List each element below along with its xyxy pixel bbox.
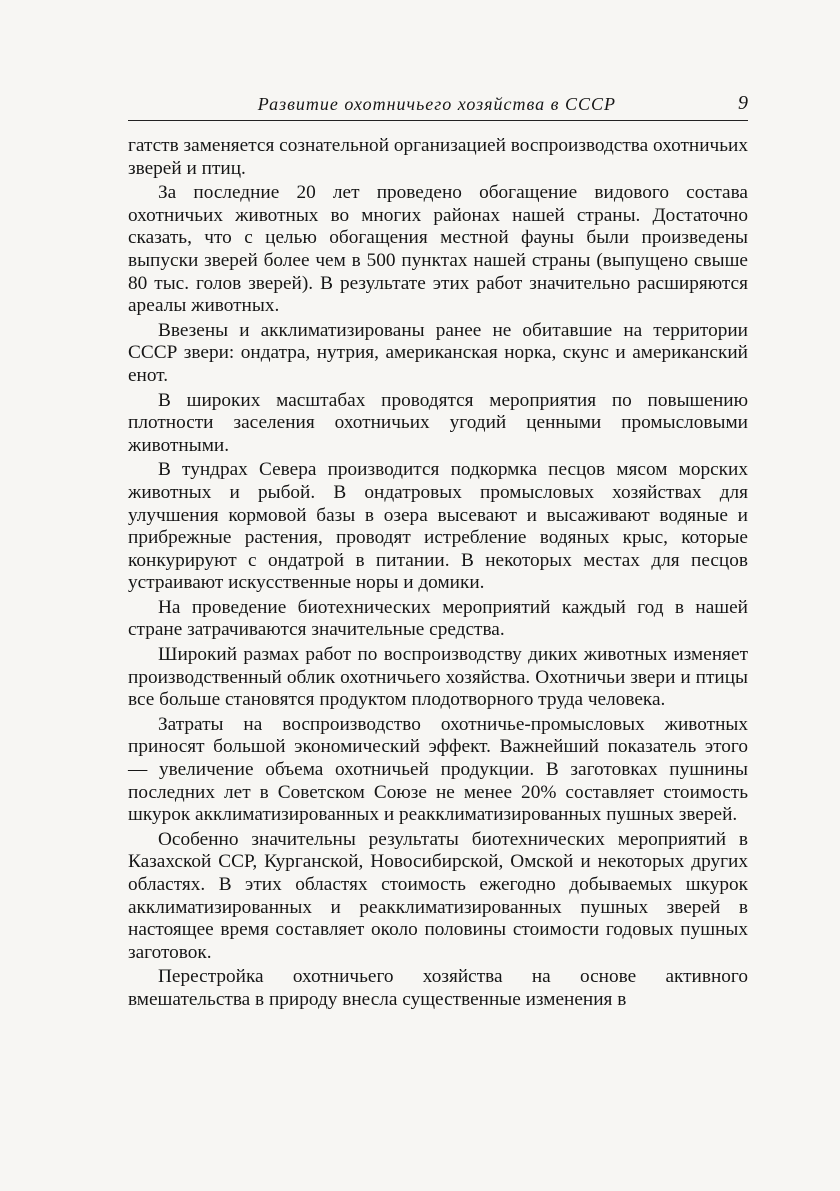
paragraph: В тундрах Севера производится подкормка песцов мясом морских животных и рыбой. В ондатровых промысловых хозяйствах для улучшения кормовой базы в озера высевают и высаживают водяные и прибрежные растения, проводят истребление водяных крыс, которые конкурируют с ондатрой в питании. В некоторых местах для песцов устраивают искусственные норы и домики. <box>128 459 748 594</box>
running-title: Развитие охотничьего хозяйства в СССР <box>257 94 616 114</box>
page-number: 9 <box>738 92 748 114</box>
body-text <box>128 135 748 1012</box>
paragraph: В широких масштабах проводятся мероприятия по повышению плотности заселения охотничьих угодий ценными промысловыми животными. <box>128 389 748 456</box>
paragraph: гатств заменяется сознательной организацией воспроизводства охотничьих зверей и птиц. <box>128 135 748 179</box>
paragraph: На проведение биотехнических мероприятий каждый год в нашей стране затрачиваются значительные средства. <box>128 596 748 641</box>
book-page <box>128 92 748 1014</box>
paragraph: Перестройка охотничьего хозяйства на основе активного вмешательства в природу внесла существенные изменения в <box>128 966 748 1010</box>
paragraph: Ввезены и акклиматизированы ранее не обитавшие на территории СССР звери: ондатра, нутрия, американская норка, скунс и американский енот. <box>128 319 748 386</box>
paragraph: За последние 20 лет проведено обогащение видового состава охотничьих животных во многих районах нашей страны. Достаточно сказать, что с целью обогащения местной фауны были произведены выпуски зверей более чем в 500 пунктах нашей страны (выпущено свыше 80 тыс. голов зверей). В результате этих работ значительно расширяются ареалы животных. <box>128 182 748 317</box>
paragraph: Широкий размах работ по воспроизводству диких животных изменяет производственный облик охотничьего хозяйства. Охотничьи звери и птицы все больше становятся продуктом плодотворного труда человека. <box>128 644 748 711</box>
paragraph: Особенно значительны результаты биотехнических мероприятий в Казахской ССР, Курганской, Новосибирской, Омской и некоторых других областях. В этих областях стоимость ежегодно добываемых шкурок акклиматизированных и реакклиматизированных пушных зверей в настоящее время составляет около половины стоимости годовых пушных заготовок. <box>128 828 748 963</box>
running-header <box>128 92 748 121</box>
paragraph: Затраты на воспроизводство охотничье-промысловых животных приносят большой экономический эффект. Важнейший показатель этого — увеличение объема охотничьей продукции. В заготовках пушнины последних лет в Советском Союзе не менее 20% составляет стоимость шкурок акклиматизированных и реакклиматизированных пушных зверей. <box>128 713 748 826</box>
